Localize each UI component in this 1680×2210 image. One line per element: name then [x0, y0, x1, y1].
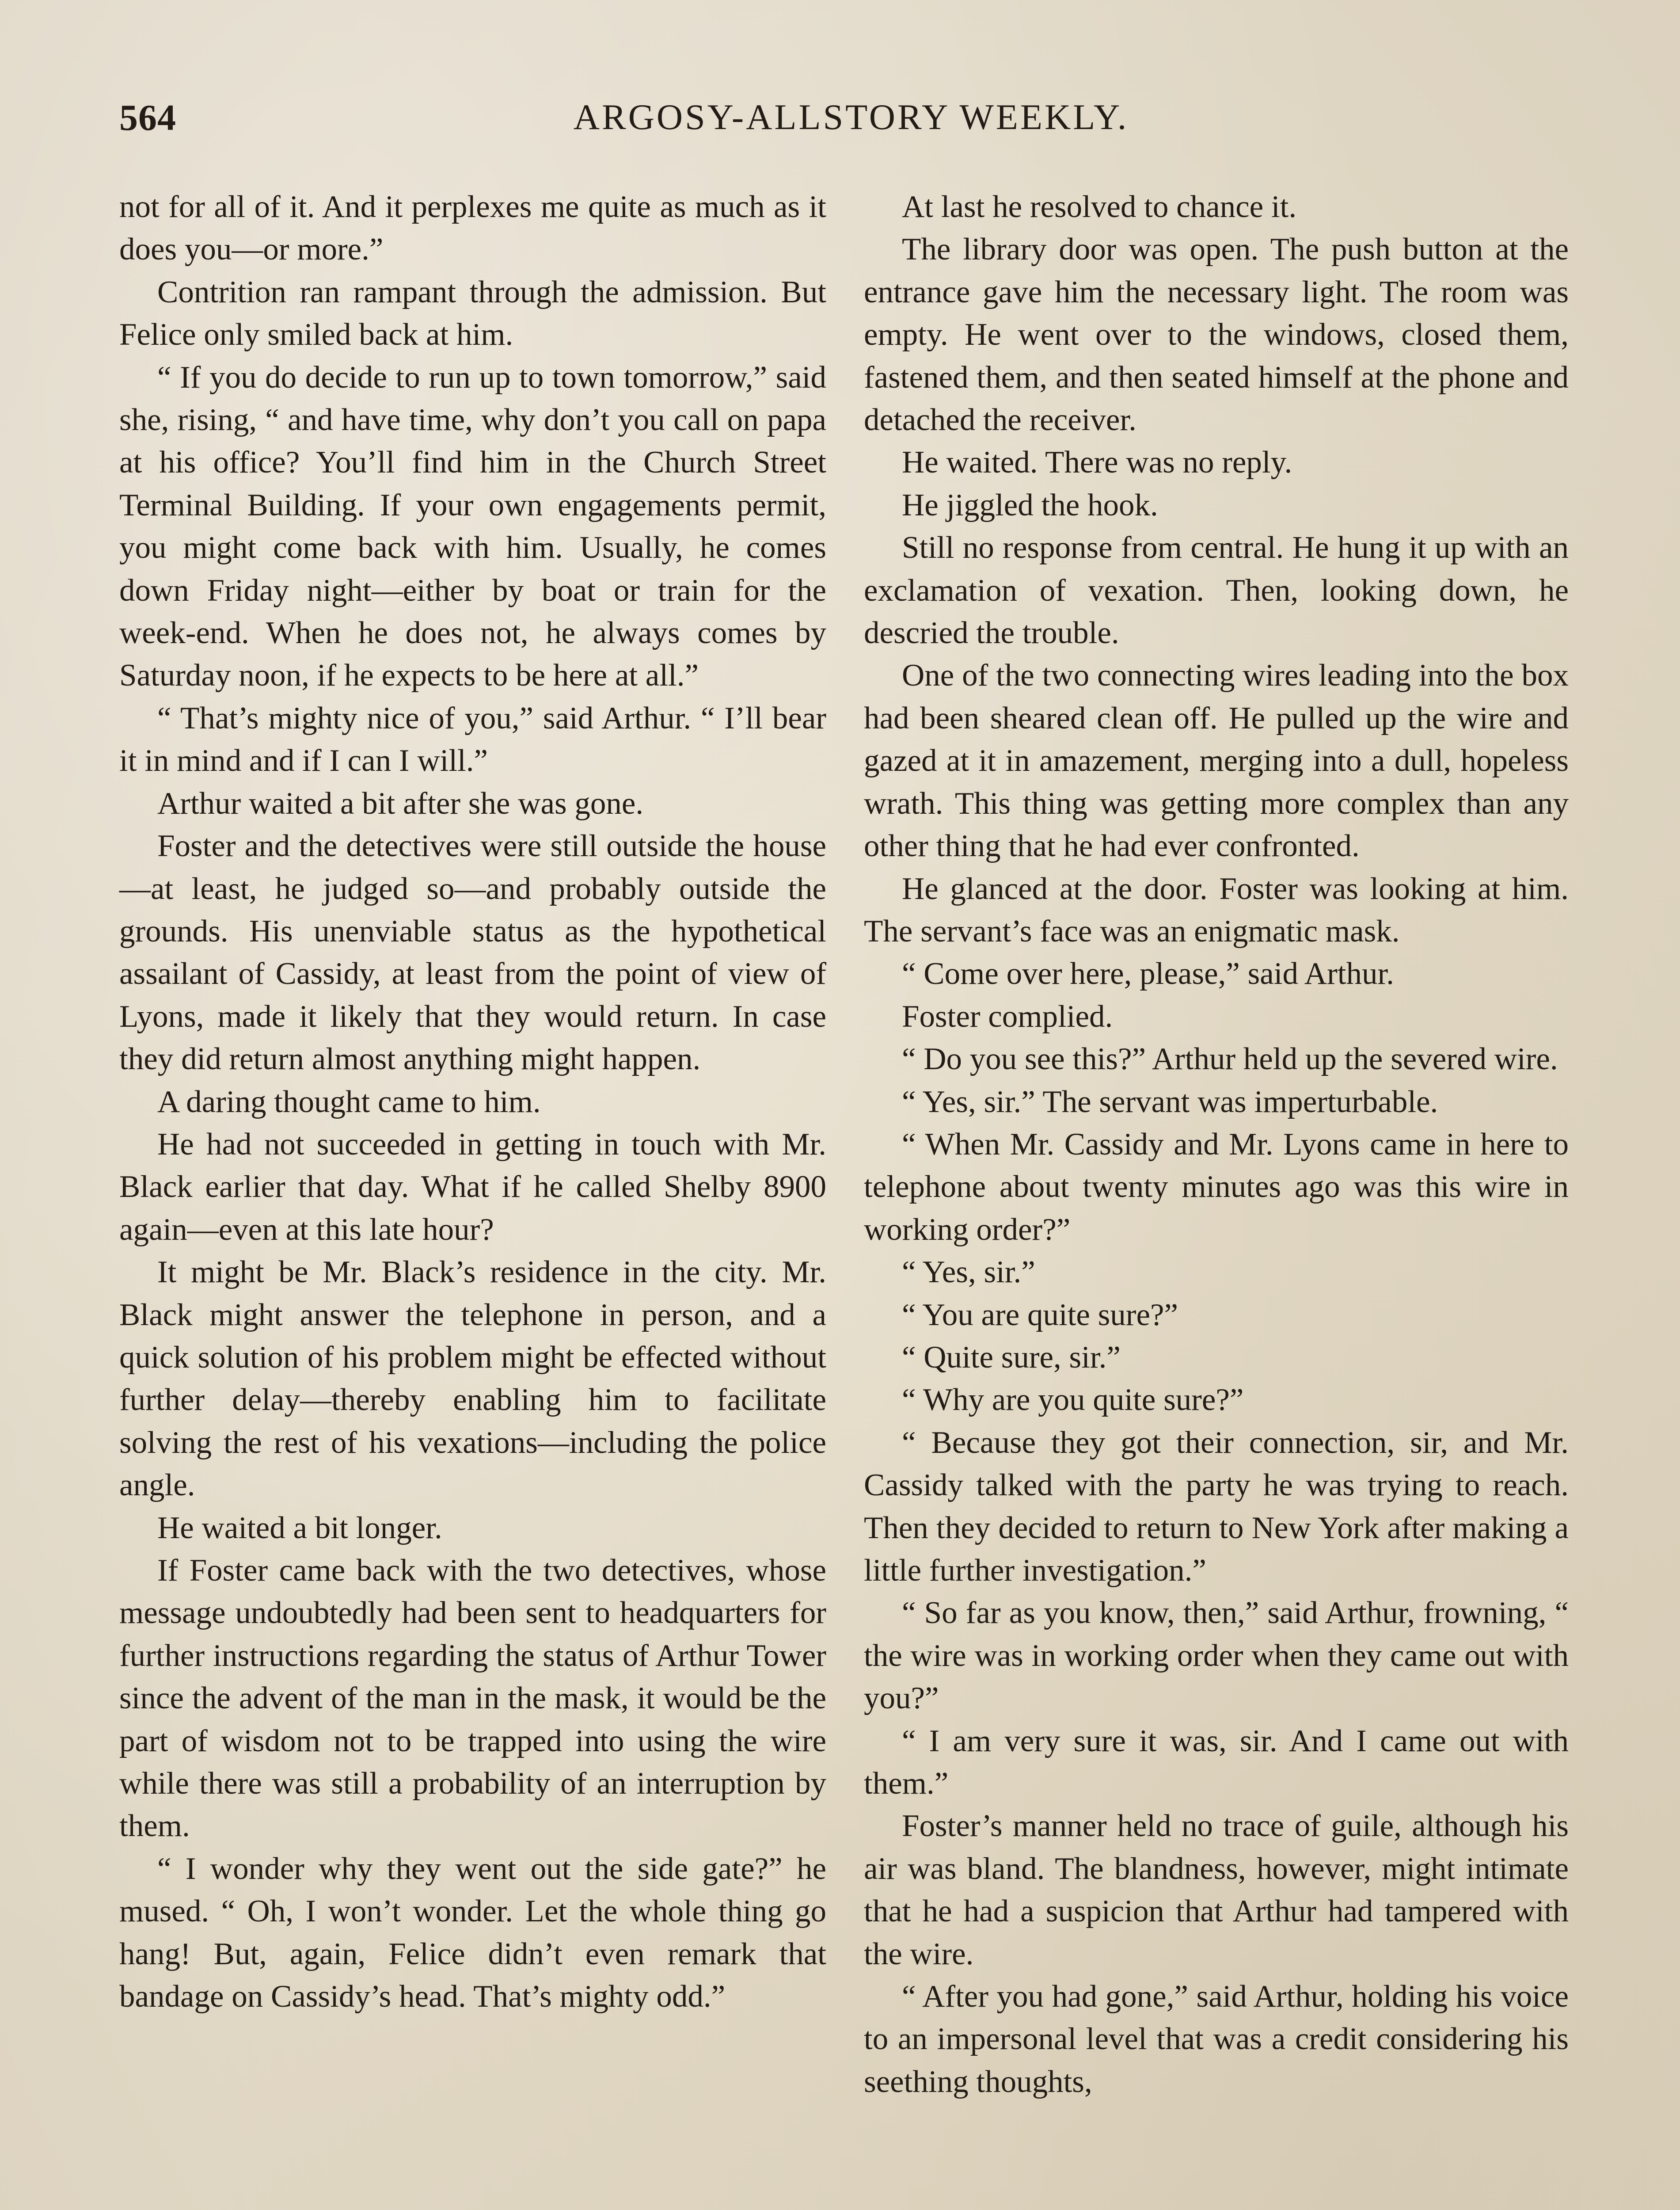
paragraph: He jiggled the hook. [902, 488, 1158, 522]
paragraph: “ When Mr. Cassidy and Mr. Lyons came in here to telephone about twenty minutes ago was this wire in working order?” [864, 1127, 1569, 1247]
paragraph: Arthur waited a bit after she was gone. [157, 786, 644, 821]
paragraph: Contrition ran rampant through the admission. But Felice only smiled back at him. [119, 274, 826, 352]
page-header [119, 96, 1583, 149]
page-number: 564 [119, 97, 176, 138]
paragraph: “ I wonder why they went out the side gate?” he mused. “ Oh, I won’t wonder. Let the whole thing go hang! But, again, Felice didn’t even remark that bandage on Cassidy’s head. That’s mighty odd.” [119, 1851, 826, 2014]
paragraph: The library door was open. The push button at the entrance gave him the necessary light. The room was empty. He went over to the windows, closed them, fastened them, and then seated himself at the phone and detached the receiver. [864, 232, 1569, 438]
paragraph: He had not succeeded in getting in touch with Mr. Black earlier that day. What if he called Shelby 8900 again—even at this late hour? [119, 1127, 826, 1247]
paragraph: If Foster came back with the two detectives, whose message undoubtedly had been sent to headquarters for further instructions regarding the status of Arthur Tower since the advent of the man in the mask, it would be the part of wisdom not to be trapped into using the wire while there was still a probability of an interruption by them. [119, 1553, 826, 1844]
paragraph: Foster complied. [902, 999, 1113, 1034]
paragraph: “ Come over here, please,” said Arthur. [902, 956, 1394, 991]
paragraph: Foster’s manner held no trace of guile, although his air was bland. The blandness, however, might intimate that he had a suspicion that Arthur had tampered with the wire. [864, 1809, 1569, 1971]
right-column [864, 186, 1569, 2103]
paragraph: He waited a bit longer. [157, 1510, 442, 1545]
paragraph: “ Why are you quite sure?” [902, 1383, 1244, 1417]
paragraph: “ Because they got their connection, sir, and Mr. Cassidy talked with the party he was trying to reach. Then they decided to return to New York after making a little further investigation.” [864, 1425, 1569, 1588]
paragraph: “ Yes, sir.” [902, 1255, 1035, 1290]
paragraph: “ I am very sure it was, sir. And I came out with them.” [864, 1723, 1569, 1801]
paragraph: “ Do you see this?” Arthur held up the severed wire. [902, 1042, 1558, 1077]
paragraph: not for all of it. And it perplexes me quite as much as it does you—or more.” [119, 190, 826, 267]
paragraph: Foster and the detectives were still outside the house—at least, he judged so—and probably outside the grounds. His unenviable status as the hypothetical assailant of Cassidy, at least from the point of view of Lyons, made it likely that they would return. In case they did return almost anything might happen. [119, 829, 826, 1077]
paragraph: Still no response from central. He hung it up with an exclamation of vexation. Then, looking down, he descried the trouble. [864, 530, 1569, 651]
running-title: ARGOSY-ALLSTORY WEEKLY. [573, 97, 1129, 137]
paragraph: “ You are quite sure?” [902, 1297, 1178, 1332]
left-column [119, 186, 826, 2018]
paragraph: “ Quite sure, sir.” [902, 1340, 1121, 1375]
paragraph: “ Yes, sir.” The servant was imperturbable. [902, 1084, 1438, 1119]
paragraph: “ If you do decide to run up to town tomorrow,” said she, rising, “ and have time, why don’t you call on papa at his office? You’ll find him in the Church Street Terminal Building. If your own engagements permit, you might come back with him. Usually, he comes down Friday night—either by boat or train for the week-end. When he does not, he always comes by Saturday noon, if he expects to be here at all.” [119, 360, 826, 693]
paragraph: He waited. There was no reply. [902, 445, 1292, 480]
paragraph: At last he resolved to chance it. [902, 190, 1297, 224]
paragraph: A daring thought came to him. [157, 1084, 541, 1119]
paragraph: One of the two connecting wires leading into the box had been sheared clean off. He pulled up the wire and gazed at it in amazement, merging into a dull, hopeless wrath. This thing was getting more complex than any other thing that he had ever confronted. [864, 658, 1569, 864]
paragraph: “ So far as you know, then,” said Arthur, frowning, “ the wire was in working order when they came out with you?” [864, 1596, 1569, 1716]
paragraph: He glanced at the door. Foster was looking at him. The servant’s face was an enigmatic mask. [864, 871, 1569, 949]
paragraph: “ That’s mighty nice of you,” said Arthur. “ I’ll bear it in mind and if I can I will.” [119, 701, 826, 778]
paragraph: “ After you had gone,” said Arthur, holding his voice to an impersonal level that was a credit considering his seething thoughts, [864, 1979, 1569, 2099]
paragraph: It might be Mr. Black’s residence in the city. Mr. Black might answer the telephone in person, and a quick solution of his problem might be effected without further delay—thereby enabling him to facilitate solving the rest of his vexations—including the police angle. [119, 1255, 826, 1503]
